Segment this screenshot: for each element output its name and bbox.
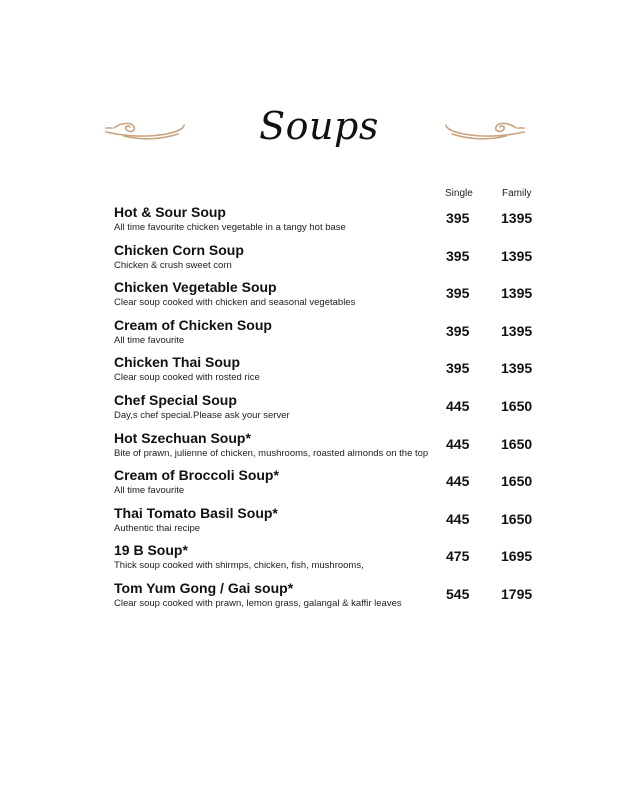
column-headers [0,188,638,202]
menu-item [114,204,554,242]
family-price: 1650 [501,473,533,490]
single-price: 445 [446,473,470,490]
single-price: 545 [446,585,470,602]
menu-item [114,354,554,392]
item-name: Chicken Vegetable Soup [114,279,277,296]
item-description: Authentic thai recipe [114,522,201,534]
family-price: 1695 [501,548,533,565]
single-price: 395 [446,360,470,377]
single-price: 445 [446,510,470,527]
item-description: Thick soup cooked with shirmps, chicken, fish, mushrooms, [114,560,364,572]
menu-header [0,100,638,170]
single-price: 445 [446,435,470,452]
item-name: Tom Yum Gong / Gai soup* [114,579,294,596]
item-name: Cream of Chicken Soup [114,316,272,333]
menu-item [114,580,554,618]
single-price: 395 [446,285,470,302]
single-price: 395 [446,322,470,339]
item-name: Thai Tomato Basil Soup* [114,504,278,521]
item-description: Clear soup cooked with prawn, lemon grass, galangal & kaffir leaves [114,597,402,609]
item-description: Chicken & crush sweet corn [114,259,232,271]
menu-item [114,467,554,505]
item-name: 19 B Soup* [114,542,188,559]
family-price: 1795 [501,585,533,602]
item-name: Chicken Corn Soup [114,241,244,258]
menu-item [114,279,554,317]
item-description: All time favourite [114,334,185,346]
family-price: 1650 [501,397,533,414]
family-price: 1395 [501,210,533,226]
item-name: Chicken Thai Soup [114,354,241,371]
soup-menu-list [114,204,554,618]
single-price: 445 [446,397,470,414]
single-price: 395 [446,210,470,226]
item-description: Bite of prawn, julienne of chicken, mushrooms, roasted almonds on the top [114,447,429,459]
item-description: Day,s chef special.Please ask your server [114,409,290,421]
single-price: 395 [446,247,470,264]
family-column-header: Family [502,188,532,199]
item-description: Clear soup cooked with rosted rice [114,372,260,384]
page-title: Soups [259,104,379,148]
family-price: 1395 [501,360,533,377]
item-description: All time favourite chicken vegetable in a tangy hot base [114,222,346,233]
family-price: 1395 [501,285,533,302]
menu-item [114,505,554,543]
item-name: Chef Special Soup [114,391,237,408]
single-column-header: Single [445,188,473,199]
item-name: Hot Szechuan Soup* [114,429,251,446]
menu-item [114,317,554,355]
menu-item [114,542,554,580]
item-name: Hot & Sour Soup [114,204,226,220]
single-price: 475 [446,548,470,565]
menu-item [114,430,554,468]
item-description: Clear soup cooked with chicken and seasonal vegetables [114,297,356,309]
family-price: 1650 [501,435,533,452]
menu-item [114,242,554,280]
family-price: 1395 [501,322,533,339]
menu-item [114,392,554,430]
item-name: Cream of Broccoli Soup* [114,467,279,484]
right-flourish-ornament [444,116,526,142]
item-description: All time favourite [114,485,185,497]
family-price: 1395 [501,247,533,264]
family-price: 1650 [501,510,533,527]
